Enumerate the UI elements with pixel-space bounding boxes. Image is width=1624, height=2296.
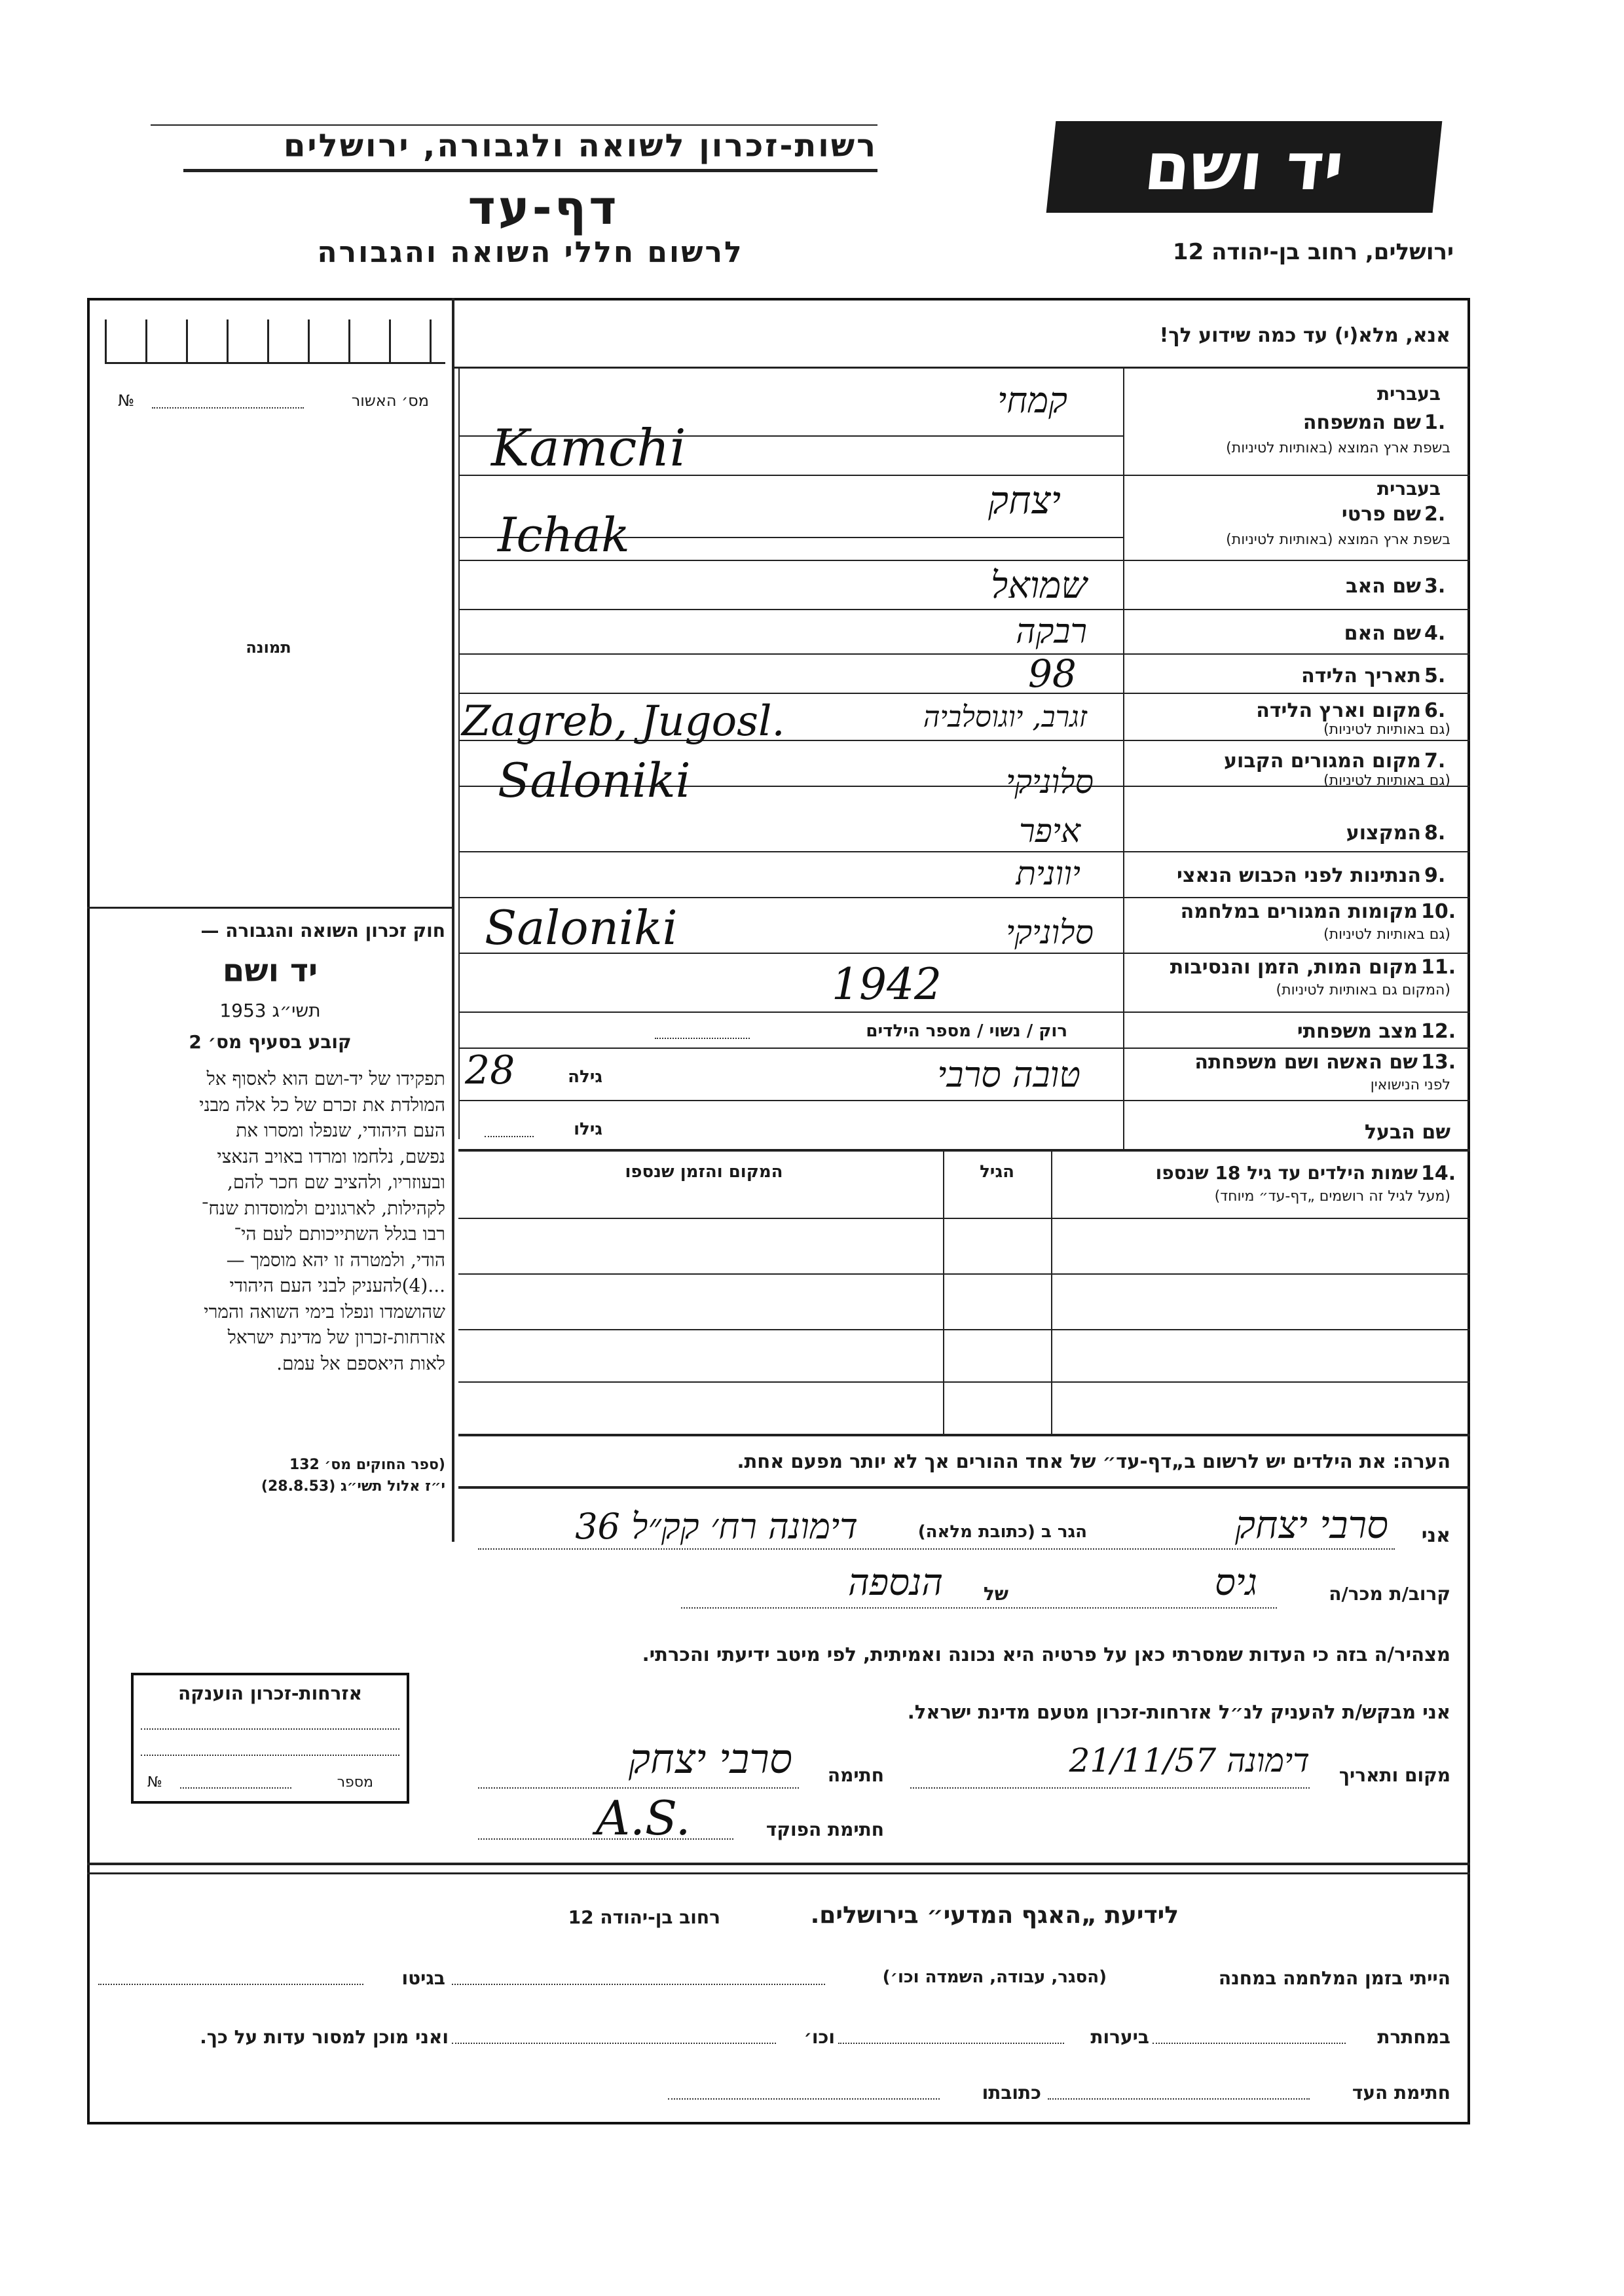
field-1-latin-value: Kamchi [491, 419, 686, 478]
footer-address: רחוב בן-יהודה 12 [568, 1906, 720, 1928]
children-row-rule [458, 1381, 1470, 1383]
page-title: דף-עד [468, 180, 619, 235]
field-2-latin-value: Ichak [498, 507, 630, 562]
footer-rule-2 [87, 1872, 1470, 1874]
footer-line2-dots-2 [838, 2043, 1064, 2044]
yad-vashem-logo [1046, 121, 1443, 213]
field-13-label: שם האשה ושם משפחתה [1194, 1051, 1418, 1074]
footer-line2-dots-3 [452, 2043, 776, 2044]
field-11-sub: (המקום גם באותיות לטיניות) [1276, 982, 1450, 998]
row-rule [458, 1149, 1470, 1152]
field-6-hebrew-value: זגרב, יוגוסלביה [923, 701, 1087, 734]
field-1-hebrew-tag: בעברית [1376, 383, 1441, 405]
row-rule [458, 693, 1470, 694]
field-10-hebrew-value: סלוניקי [1006, 913, 1094, 951]
children-row-rule [458, 1273, 1470, 1275]
field-2-number: 2. [1424, 503, 1446, 526]
signature-value: סרבי יצחק [628, 1735, 792, 1783]
children-row-rule [458, 1329, 1470, 1330]
row-rule [458, 851, 1470, 852]
row-rule [458, 609, 1470, 610]
law-body-line: רבו בגלל השתייכותם לעם הי־ [234, 1223, 445, 1245]
sidebar-divider [452, 298, 454, 1542]
law-ref2: י״ז אלול תשי״ג (28.8.53) [261, 1478, 445, 1495]
children-row-rule [458, 1434, 1470, 1436]
declaration-of-label: של [983, 1583, 1008, 1605]
approval-label: מס׳ האשור [351, 392, 429, 410]
footer-line3-dots-2 [668, 2098, 940, 2100]
signature-label: חתימה [827, 1764, 884, 1786]
field-1-sub: בשפת ארץ המוצא (באותיות לטיניות) [1226, 440, 1450, 456]
field-1-number: 1. [1424, 411, 1446, 434]
citizenship-box-title: אזרחות-זכרון הוענקה [178, 1683, 362, 1704]
field-13-sub: לפני הנישואין [1370, 1077, 1450, 1093]
citizenship-box-line [141, 1728, 399, 1730]
field-13-value: טובה סרבי [937, 1054, 1080, 1095]
field-7-label: מקום המגורים הקבוע [1224, 750, 1421, 773]
row-rule [458, 653, 1470, 655]
law-body-line: ובעוזריו, ולהציב שם חכר להם, [227, 1171, 445, 1193]
children-col-place: המקום והזמן שנספו [625, 1162, 783, 1182]
approval-no: № [118, 392, 134, 410]
children-col-divider [943, 1149, 944, 1434]
footer-line1-a: הייתי בזמן המלחמה במחנה [1218, 1967, 1450, 1989]
field-6-latin-value: Zagreb, Jugosl. [462, 697, 785, 746]
field-3-value: שמואל [991, 564, 1087, 607]
header-rule-bottom [183, 169, 877, 172]
declaration-lives-label: הגר ב (כתובת מלאה) [917, 1522, 1087, 1542]
declaration-of-value: הנספה [847, 1561, 943, 1604]
field-5-label: תאריך הלידה [1301, 665, 1421, 687]
field-13-number: 13. [1421, 1051, 1456, 1074]
law-body-line: שהושמדו ונפלו בימי השואה והמרי [204, 1300, 445, 1322]
intro-text: אנא, מלא(י) עד כמה שידוע לך! [1159, 324, 1450, 347]
husband-age-label: גילו [574, 1120, 602, 1139]
label-column-divider [1123, 367, 1124, 1149]
footer-line1-b: (הסגר, עבודה, השמדה וכו׳) [882, 1967, 1107, 1987]
place-date-value: דימונה 21/11/57 [1069, 1741, 1310, 1779]
place-date-label: מקום ותאריך [1338, 1764, 1450, 1786]
law-line4: קובע בסעיף מס׳ 2 [189, 1031, 352, 1053]
field-4-label: שם האם [1344, 622, 1421, 645]
field-5-value: 98 [1028, 651, 1077, 696]
field-11-number: 11. [1421, 956, 1456, 979]
officer-dots [478, 1838, 733, 1840]
law-rule [87, 907, 452, 909]
footer-line3-a: חתימת העד [1352, 2082, 1450, 2104]
declaration-request: אני מבקש/ת להעניק לנ״ל אזרחות-זכרון מטעם מדינת ישראל. [907, 1701, 1450, 1723]
field-9-number: 9. [1424, 864, 1446, 887]
field-2-hebrew-tag: בעברית [1376, 478, 1441, 500]
header-address: ירושלים, רחוב בן-יהודה 12 [1172, 239, 1454, 265]
barcode-ticks [105, 319, 445, 364]
declaration-statement: מצהיר/ה בזה כי העדות שמסרתי כאן על פרטיה היא נכונה ואמיתית, לפי מיטב ידיעתי והכרתי. [642, 1643, 1450, 1666]
declaration-relative-value: גיס [1214, 1561, 1257, 1604]
field-4-value: רבקה [1016, 612, 1087, 651]
field-12-number: 12. [1421, 1020, 1456, 1043]
citizenship-box-number-label: מספר [337, 1774, 373, 1791]
declaration-i-label: אני [1421, 1524, 1450, 1547]
law-body-line: הודי, ולמטרה זו יהא מוסמך — [226, 1248, 445, 1271]
field-7-number: 7. [1424, 750, 1446, 773]
law-body-line: אזרחות-זכרון של מדינת ישראל [227, 1326, 445, 1348]
field-6-sub: (גם באותיות לטיניות) [1323, 721, 1450, 738]
declaration-relative-label: קרוב/ת מכר/ה [1329, 1583, 1450, 1605]
law-line3: תשי״ג 1953 [219, 1000, 321, 1021]
note-text: הערה: את הילדים יש לרשום ב„דף-עד״ של אחד ההורים אך לא יותר מפעם אחת. [737, 1450, 1450, 1472]
law-body-line: המולדת את זכרם של כל אלה מבני [199, 1093, 445, 1116]
field-9-label: הנתינות לפני הכבוש הנאצי [1177, 864, 1421, 887]
field-12-label: מצב משפחתי [1297, 1020, 1418, 1043]
declaration-i-value: סרבי יצחק [1234, 1503, 1388, 1547]
field-3-label: שם האב [1346, 575, 1421, 598]
field-12-options: רוק / נשוי / מספר הילדים [866, 1021, 1067, 1041]
subtitle: לרשום חללי השואה והגבורה [317, 236, 744, 269]
field-1-label: שם המשפחה [1302, 411, 1421, 434]
law-body-line: ...(4)להעניק לבני העם היהודי [229, 1275, 445, 1296]
footer-rule [87, 1863, 1470, 1865]
footer-line2-dots [1153, 2043, 1346, 2044]
law-body-line: תפקידו של יד-ושם הוא לאסוף אל [206, 1068, 445, 1089]
law-body-line: העם היהודי, שנפלו ומסרו את [236, 1120, 445, 1141]
place-date-dots [910, 1787, 1310, 1789]
field-7-latin-value: Saloniki [498, 753, 691, 808]
declaration-line-2 [681, 1607, 1277, 1609]
children-col-divider [1051, 1149, 1052, 1434]
husband-age-dots [485, 1136, 534, 1137]
footer-line2-a: במחתרת [1377, 2026, 1450, 2048]
field-8-value: איפר [1019, 812, 1080, 850]
field-6-number: 6. [1424, 699, 1446, 722]
field-10-sub: (גם באותיות לטיניות) [1323, 926, 1450, 943]
header-rule-top [151, 124, 877, 126]
children-label: שמות הילדים עד גיל 18 שנספו [1155, 1162, 1418, 1184]
husband-label: שם הבעל [1364, 1121, 1450, 1144]
field-5-number: 5. [1424, 665, 1446, 687]
footer-line1-dots [452, 1984, 825, 1985]
field-10-number: 10. [1421, 900, 1456, 923]
authority-title: רשות-זכרון לשואה ולגבורה, ירושלים [283, 128, 877, 164]
footer-line3-dots [1048, 2098, 1310, 2100]
field-10-label: מקומות המגורים במלחמה [1180, 900, 1418, 923]
row-rule [458, 897, 1470, 898]
law-ref1: (ספר החוקים מס׳ 132 [289, 1457, 445, 1473]
officer-label: חתימת הפוקד [766, 1819, 884, 1840]
field-7-sub: (גם באותיות לטיניות) [1323, 773, 1450, 789]
field-2-label: שם פרטי [1341, 503, 1421, 526]
field-11-label: מקום המות, הזמן והנסיבות [1170, 956, 1418, 979]
law-body-line: לאות היאספם אל עמם. [276, 1352, 445, 1374]
photo-label: תמונה [246, 638, 291, 657]
field-2-hebrew-value: יצחק [988, 478, 1061, 522]
signature-dots [478, 1787, 799, 1789]
field-13-age-value: 28 [465, 1048, 515, 1093]
field-8-number: 8. [1424, 822, 1446, 845]
field-11-value: 1942 [832, 959, 942, 1010]
footer-line2-b: ביערות [1090, 2026, 1149, 2048]
field-2-sub: בשפת ארץ המוצא (באותיות לטיניות) [1226, 532, 1450, 548]
intro-rule [452, 367, 1470, 369]
footer-line2-d: ואני מוכן למסור עדות על כך. [200, 2026, 449, 2048]
approval-dots [152, 407, 304, 409]
note-rule [458, 1486, 1470, 1489]
footer-line3-b: כתובתו [982, 2082, 1041, 2104]
field-13-age-label: גילה [568, 1067, 602, 1087]
children-sub: (מעל לגיל זה רושמים „דף-עד״ מיוחד) [1214, 1188, 1450, 1205]
officer-value: A.S. [596, 1791, 691, 1846]
footer-line1-c: בגיטו [401, 1967, 445, 1989]
footer-title: לידיעת „האגף המדעי״ בירושלים. [810, 1902, 1179, 1929]
footer-line1-dots-2 [98, 1984, 363, 1985]
children-col-age: הגיל [980, 1162, 1014, 1182]
law-body-line: נפשם, נלחמו ומרדו באויב הנאצי [217, 1145, 445, 1167]
citizenship-box-line [141, 1755, 399, 1756]
children-row-rule [458, 1218, 1470, 1219]
citizenship-box-no: № [147, 1774, 162, 1791]
field-7-hebrew-value: סלוניקי [1006, 763, 1094, 801]
declaration-line-1 [478, 1548, 1395, 1550]
footer-line2-c: וכו׳ [803, 2026, 835, 2048]
row-rule [458, 1048, 1470, 1049]
law-line1: חוק זכרון השואה והגבורה — [200, 920, 445, 941]
logo-text: יד ושם [1141, 128, 1348, 205]
field-6-label: מקום וארץ הלידה [1256, 699, 1421, 722]
field-12-dots [655, 1038, 750, 1039]
field-9-value: יוונית [1016, 854, 1080, 892]
law-body-line: לקהילות, לארגונים ולמוסדות שנח־ [201, 1197, 445, 1219]
law-body [95, 1066, 445, 1376]
row-rule [458, 1011, 1470, 1013]
field-1-hebrew-value: קמחי [997, 380, 1067, 421]
field-10-latin-value: Saloniki [485, 900, 678, 955]
children-number: 14. [1421, 1162, 1456, 1185]
field-8-label: המקצוע [1346, 822, 1421, 845]
field-4-number: 4. [1424, 622, 1446, 645]
citizenship-box-number-dots [180, 1787, 291, 1789]
declaration-address-value: דימונה רח׳ קק״ל 36 [575, 1506, 858, 1547]
field-3-number: 3. [1424, 575, 1446, 598]
value-column-left-edge [458, 367, 460, 1139]
row-rule [458, 1100, 1470, 1101]
law-line2: יד ושם [222, 953, 318, 989]
